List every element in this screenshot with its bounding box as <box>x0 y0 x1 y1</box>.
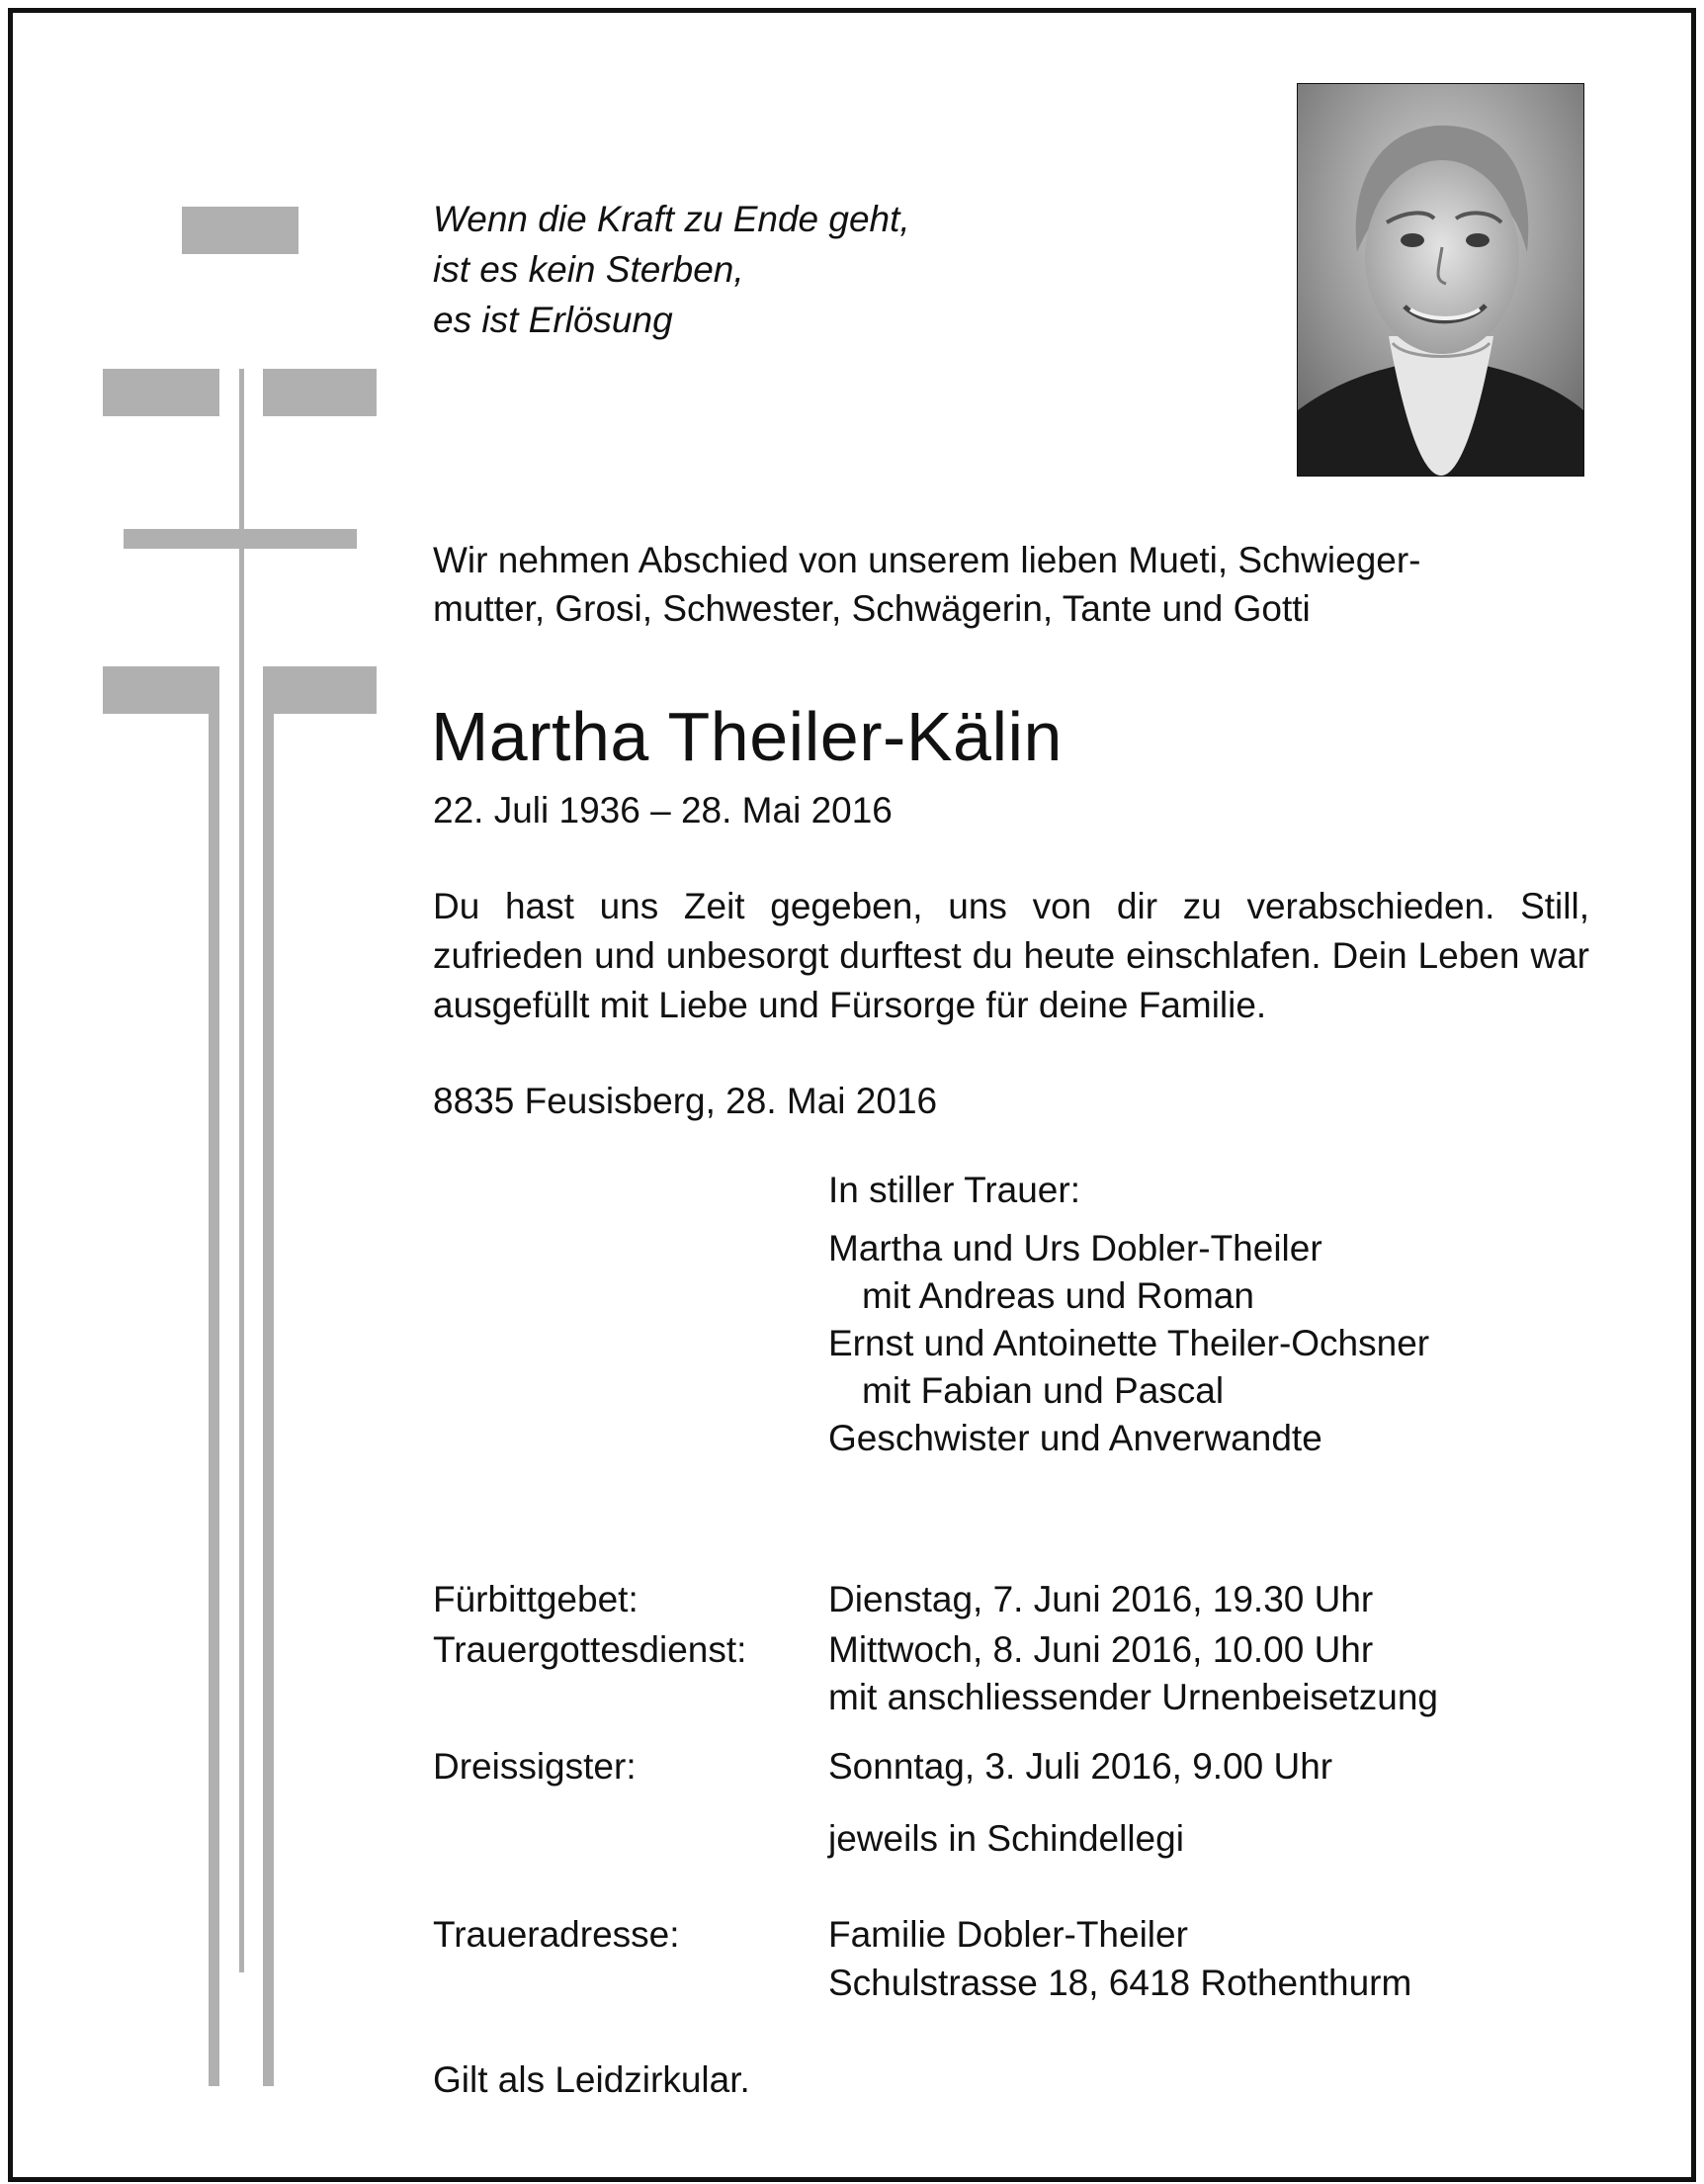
address-line: Familie Dobler-Theiler <box>828 1914 1188 1955</box>
ornament-right-block-2 <box>263 666 377 714</box>
mourner-line: Martha und Urs Dobler-Theiler <box>828 1228 1322 1268</box>
mourner-line: mit Fabian und Pascal <box>862 1370 1225 1411</box>
address-line: Schulstrasse 18, 6418 Rothenthurm <box>828 1963 1412 2003</box>
ornament-left-pillar <box>209 666 219 2086</box>
footer-note: Gilt als Leidzirkular. <box>433 2059 750 2100</box>
motto <box>433 194 910 345</box>
ornament-left-block-2 <box>103 666 219 714</box>
service-value-trauergottesdienst: Mittwoch, 8. Juni 2016, 10.00 Uhr <box>828 1629 1374 1670</box>
ornament-center-line <box>239 369 244 1972</box>
service-label-dreissigster: Dreissigster: <box>433 1746 637 1787</box>
motto-line: ist es kein Sterben, <box>433 249 744 290</box>
service-extra-trauergottesdienst: mit anschliessender Urnenbeisetzung <box>828 1677 1439 1717</box>
place-date: 8835 Feusisberg, 28. Mai 2016 <box>433 1081 938 1121</box>
location-note: jeweils in Schindellegi <box>828 1818 1184 1859</box>
service-value-dreissigster: Sonntag, 3. Juli 2016, 9.00 Uhr <box>828 1746 1333 1787</box>
mourner-line: mit Andreas und Roman <box>862 1275 1254 1316</box>
portrait-illustration <box>1298 84 1583 476</box>
service-value-fuerbittgebet: Dienstag, 7. Juni 2016, 19.30 Uhr <box>828 1579 1374 1619</box>
deceased-name: Martha Theiler-Kälin <box>431 698 1063 775</box>
ornament-right-block-1 <box>263 369 377 416</box>
motto-line: Wenn die Kraft zu Ende geht, <box>433 199 910 239</box>
mourners-heading: In stiller Trauer: <box>828 1170 1080 1210</box>
mourner-line: Geschwister und Anverwandte <box>828 1418 1322 1458</box>
farewell-message: Du hast uns Zeit gegeben, uns von dir zu verabschieden. Still, zufrieden und unbesorgt durftest du heute einschlafen. Dein Leben war ausgefüllt mit Liebe und Fürsorge für deine Familie. <box>433 886 1589 1025</box>
ornament-crossbar <box>124 529 357 549</box>
service-label-fuerbittgebet: Fürbittgebet: <box>433 1579 639 1619</box>
mourner-line: Ernst und Antoinette Theiler-Ochsner <box>828 1323 1430 1363</box>
farewell-intro <box>433 536 1599 633</box>
intro-line: mutter, Grosi, Schwester, Schwägerin, Tante und Gotti <box>433 588 1311 629</box>
life-dates: 22. Juli 1936 – 28. Mai 2016 <box>433 790 893 830</box>
address-label: Traueradresse: <box>433 1914 680 1955</box>
ornament-top-block <box>182 207 298 254</box>
ornament-right-pillar <box>263 666 274 2086</box>
motto-line: es ist Erlösung <box>433 300 673 340</box>
portrait-photo <box>1297 83 1584 477</box>
intro-line: Wir nehmen Abschied von unserem lieben Mueti, Schwieger- <box>433 540 1421 580</box>
service-label-trauergottesdienst: Trauergottesdienst: <box>433 1629 747 1670</box>
ornament-left-block-1 <box>103 369 219 416</box>
